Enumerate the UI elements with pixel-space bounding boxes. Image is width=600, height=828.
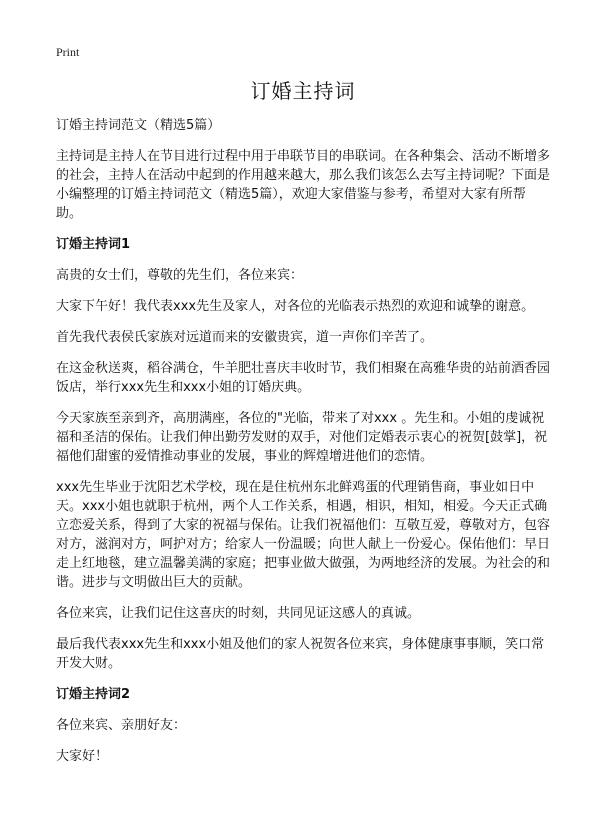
section-1 <box>56 235 550 673</box>
paragraph: 各位来宾、亲朋好友： <box>56 718 187 733</box>
paragraph: 在这金秋送爽，稻谷满仓，牛羊肥壮喜庆丰收时节，我们相聚在高雅华贵的站前酒香园饭店，举行xxx先生和xxx小姐的订婚庆典。 <box>56 361 551 395</box>
paragraph: xxx先生毕业于沈阳艺术学校，现在是住杭州东北鲜鸡蛋的代理销售商，事业如日中天。xxx小姐也就职于杭州，两个人工作关系，相遇，相识，相知，相爱。今天正式确立恋爱关系，得到了大家的祝福与保佑。让我们祝福他们：互敬互爱，尊敬对方，包容对方，滋润对方，呵护对方；给家人一份温暖；向世人献上一份爱心。保佑他们：早日走上红地毯，建立温馨美满的家庭；把事业做大做强，为两地经济的发展。为社会的和谐。进步与文明做出巨大的贡献。 <box>56 480 551 590</box>
paragraph: 大家下午好！我代表xxx先生及家人，对各位的光临表示热烈的欢迎和诚挚的谢意。 <box>56 299 535 314</box>
page-title: 订婚主持词 <box>250 79 356 103</box>
paragraph: 今天家族至亲到齐，高朋满座，各位的"光临，带来了对xxx 。先生和。小姐的虔诚祝福和圣洁的保佑。让我们伸出勤劳发财的双手，对他们定婚表示衷心的祝贺[鼓掌]，祝福他们甜蜜的爱情推动事业的发展，事业的辉煌增进他们的恋情。 <box>56 411 548 464</box>
section-heading: 订婚主持词1 <box>56 237 131 252</box>
intro-paragraph: 主持词是主持人在节目进行过程中用于串联节目的串联词。在各种集会、活动不断增多的社会，主持人在活动中起到的作用越来越大，那么我们该怎么去写主持词呢？下面是小编整理的订婚主持词范文（精选5篇），欢迎大家借鉴与参考，希望对大家有所帮助。 <box>56 149 551 221</box>
paragraph: 最后我代表xxx先生和xxx小姐及他们的家人祝贺各位来宾，身体健康事事顺，笑口常开发大财。 <box>56 637 545 671</box>
paragraph: 各位来宾，让我们记住这喜庆的时刻，共同见证这感人的真诚。 <box>56 606 421 621</box>
paragraph: 首先我代表侯氏家族对远道而来的安徽贵宾，道一声你们辛苦了。 <box>56 330 434 345</box>
section-2 <box>56 685 550 766</box>
section-heading: 订婚主持词2 <box>56 687 131 702</box>
document-subtitle: 订婚主持词范文（精选5篇） <box>56 118 221 133</box>
paragraph: 高贵的女士们，尊敬的先生们，各位来宾： <box>56 268 304 283</box>
paragraph: 大家好！ <box>56 749 109 764</box>
print-link[interactable]: Print <box>56 45 80 59</box>
